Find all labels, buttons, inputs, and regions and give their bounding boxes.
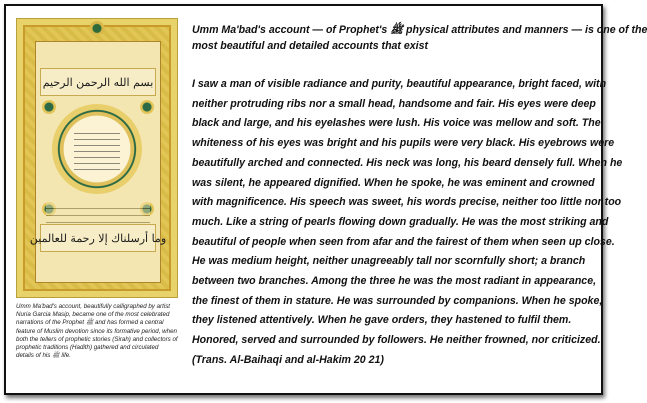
text-line: whiteness of his eyes was bright and his pupils were very black. His eyebrows were bbox=[192, 137, 615, 150]
text-line: (Trans. Al-Baihaqi and al-Hakim 20 21) bbox=[192, 353, 384, 366]
heading-line: Umm Ma'bad's account — of Prophet's ﷺ physical attributes and manners — is one of the bbox=[192, 24, 647, 36]
rosette-icon bbox=[42, 100, 56, 114]
caption-line: narrations of the Prophet ﷺ and has formed a central bbox=[16, 319, 164, 327]
heading-line: most beautiful and detailed accounts that exist bbox=[192, 39, 429, 52]
text-line: I saw a man of visible radiance and purity, beautiful appearance, bright faced, with bbox=[192, 78, 607, 90]
text-line: black and large, and his eyelashes were lush. His voice was mellow and soft. The bbox=[192, 117, 601, 130]
calligraphy-image bbox=[16, 18, 178, 298]
caption-line: prophetic traditions (Hadith) gathered and circulated bbox=[16, 344, 159, 352]
text-line: neither protruding ribs nor a small head, handsome and fair. His eyes were deep bbox=[192, 97, 596, 110]
heading bbox=[192, 23, 647, 54]
text-line: they listened attentively. When he gave orders, they hastened to fulfil them. bbox=[192, 314, 572, 327]
caption-line: feature of Muslim devotion since its formative period, when bbox=[16, 327, 177, 335]
central-medallion bbox=[52, 104, 142, 194]
account-text bbox=[192, 75, 623, 371]
ornament-icon bbox=[87, 20, 107, 34]
text-line: was silent, he appeared dignified. When he spoke, he was eminent and crowned bbox=[192, 176, 595, 189]
text-line: Honored, served and surrounded by followers. He neither frowned, nor criticized. bbox=[192, 334, 601, 347]
content-frame bbox=[4, 4, 647, 395]
verse-band: وما أرسلناك إلا رحمة للعالمين bbox=[40, 224, 156, 252]
caption-line: details of his ﷺ life. bbox=[16, 352, 71, 360]
text-line: between two branches. Among the three he was the most radiant in appearance, bbox=[192, 275, 597, 288]
medallion-text bbox=[74, 128, 120, 170]
image-caption bbox=[16, 303, 188, 360]
caption-line: Nuria Garcia Masip, became one of the most celebrated bbox=[16, 311, 170, 319]
text-line: He was medium height, neither unagreeably tall nor scornfully short; a branch bbox=[192, 255, 586, 268]
text-line: with magnificence. His speech was sweet, his words precise, neither too little nor too bbox=[192, 196, 622, 209]
caption-line: both the tellers of prophetic stories (Sirah) and collectors of bbox=[16, 335, 178, 343]
text-line: much. Like a string of pearls flowing down gradually. He was the most striking and bbox=[192, 215, 609, 228]
caption-line: Umm Ma'bad's account, beautifully calligraphed by artist bbox=[16, 303, 171, 310]
text-line: beautifully arched and connected. His neck was long, his beard densely full. When he bbox=[192, 156, 623, 169]
text-line: the finest of them in stature. He was surrounded by companions. When he spoke, bbox=[192, 294, 603, 307]
calligraphy-panel bbox=[29, 41, 167, 283]
text-line: beautiful of people when seen from afar and the fairest of them when seen up close. bbox=[192, 235, 615, 248]
rosette-icon bbox=[140, 100, 154, 114]
basmala-band: بسم الله الرحمن الرحيم bbox=[40, 68, 156, 96]
